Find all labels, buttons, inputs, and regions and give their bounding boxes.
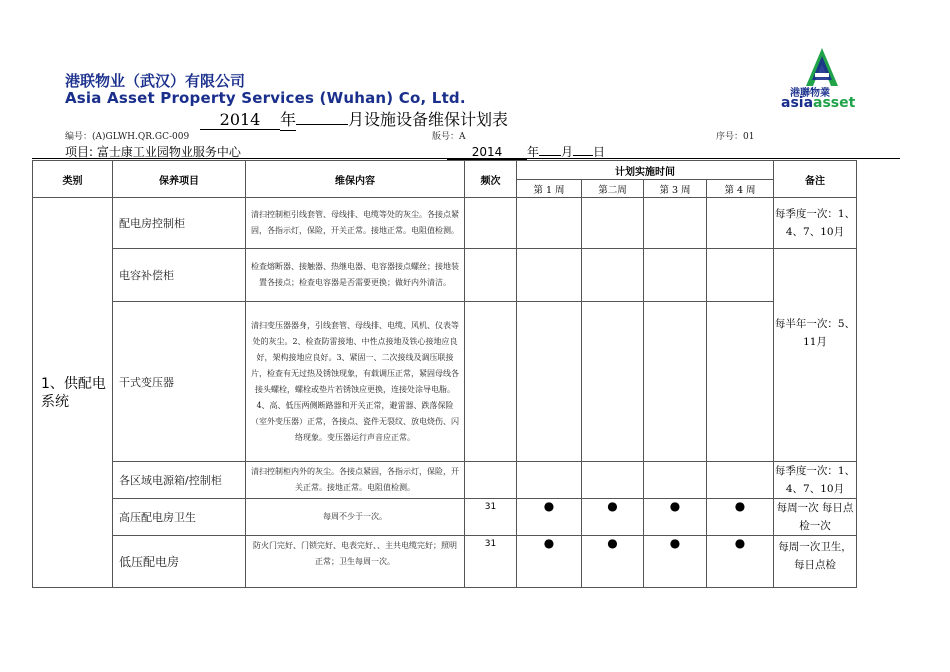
frequency-cell: 31	[465, 536, 517, 588]
logo-text-cn: 港聯物業	[790, 88, 830, 99]
week-3-cell	[644, 249, 707, 302]
week-4-cell	[707, 462, 774, 499]
table-row	[33, 499, 857, 536]
week-1-cell	[517, 462, 582, 499]
content-cell: 检查熔断器、接触器、热继电器、电容器接点螺丝；接地装置各接点；检查电容器是否需要更换；做好内外清洁。	[246, 249, 465, 302]
frequency-cell	[465, 302, 517, 462]
project-name: 富士康工业园物业服务中心	[97, 143, 329, 161]
date-year-suffix: 年	[527, 145, 540, 159]
frequency-cell: 31	[465, 499, 517, 536]
week-2-cell: ●	[582, 536, 644, 588]
week-1-cell	[517, 198, 582, 249]
week-3-cell: ●	[644, 499, 707, 536]
header-week-4: 第 4 周	[707, 180, 774, 198]
remarks-cell: 每周一次 每日点检一次	[774, 499, 857, 536]
title-rest: 月设施设备维保计划表	[348, 110, 509, 129]
header-item: 保养项目	[113, 161, 246, 198]
project-label: 项目:	[65, 145, 94, 159]
week-4-cell: ●	[707, 536, 774, 588]
content-cell: 清扫控制柜引线套管、母线排、电缆等处的灰尘。各接点紧固，各指示灯，保险，开关正常。接地正常。电阻值检测。	[246, 198, 465, 249]
week-2-cell: ●	[582, 499, 644, 536]
content-cell: 清扫变压器器身，引线套管、母线排、电缆、风机、仪表等处的灰尘。2、检查防雷接地、中性点接地及铁心接地应良好，架构接地应良好。3、紧固一、二次接线及调压联接片，检查有无过热及锈蚀现象，有载调压正常，紧固母线各接头螺栓，螺栓或垫片若锈蚀应更换，连接处涂导电脂。4、高、低压两侧断路器和开关正常，避雷器、跌落保险（室外变压器）正常，各接点、瓷件无裂纹、放电烧伤、闪络现象。变压器运行声音应正常。	[246, 302, 465, 462]
table-row	[33, 249, 857, 302]
date-year: 2014	[447, 145, 527, 160]
item-cell: 各区域电源箱/控制柜	[113, 462, 246, 499]
header-week-2: 第二周	[582, 180, 644, 198]
doc-serial: 序号：01	[716, 132, 755, 142]
logo-text-en	[781, 95, 855, 111]
remarks-cell: 每季度一次：1、4、7、10月	[774, 198, 857, 249]
header-week-3: 第 3 周	[644, 180, 707, 198]
remarks-cell: 每季度一次：1、4、7、10月	[774, 462, 857, 499]
header-schedule: 计划实施时间	[517, 161, 774, 180]
document-title	[200, 107, 508, 131]
header-row	[33, 161, 857, 180]
category-cell: 1、供配电系统	[33, 198, 113, 588]
week-3-cell	[644, 198, 707, 249]
doc-version: 版号：A	[432, 132, 466, 142]
week-1-cell: ●	[517, 499, 582, 536]
doc-code: 编号：(A)GLWH.QR.GC-009	[65, 132, 190, 142]
table-row	[33, 198, 857, 249]
remarks-cell: 每半年一次：5、11月	[774, 249, 857, 462]
item-cell: 干式变压器	[113, 302, 246, 462]
title-month	[296, 124, 348, 125]
content-cell: 每周不少于一次。	[246, 499, 465, 536]
header-frequency: 频次	[465, 161, 517, 198]
company-name-cn: 港联物业（武汉）有限公司	[65, 72, 246, 90]
week-1-cell: ●	[517, 536, 582, 588]
item-cell: 低压配电房	[113, 536, 246, 588]
week-3-cell: ●	[644, 536, 707, 588]
remarks-cell: 每周一次卫生，每日点检	[774, 536, 857, 588]
item-cell: 高压配电房卫生	[113, 499, 246, 536]
week-3-cell	[644, 302, 707, 462]
week-4-cell: ●	[707, 499, 774, 536]
item-cell: 配电房控制柜	[113, 198, 246, 249]
content-cell: 防火门完好、门锁完好、电表完好、、主共电缆完好；照明正常；卫生每周一次。	[246, 536, 465, 588]
header-remarks: 备注	[774, 161, 857, 198]
week-4-cell	[707, 302, 774, 462]
frequency-cell	[465, 462, 517, 499]
header-content: 维保内容	[246, 161, 465, 198]
title-year-suffix: 年	[280, 107, 296, 131]
week-1-cell	[517, 249, 582, 302]
week-2-cell	[582, 462, 644, 499]
date-month-suffix: 月	[561, 145, 574, 159]
table-row	[33, 536, 857, 588]
week-2-cell	[582, 249, 644, 302]
title-year: 2014	[200, 110, 280, 130]
week-4-cell	[707, 249, 774, 302]
week-4-cell	[707, 198, 774, 249]
content-cell: 清扫控制柜内外的灰尘。各接点紧固，各指示灯，保险，开关正常。接地正常。电阻值检测。	[246, 462, 465, 499]
header-divider	[32, 158, 900, 159]
header-category: 类别	[33, 161, 113, 198]
company-name-en: Asia Asset Property Services (Wuhan) Co, Ltd.	[65, 89, 466, 107]
week-3-cell	[644, 462, 707, 499]
frequency-cell	[465, 249, 517, 302]
week-1-cell	[517, 302, 582, 462]
header-week-1: 第 1 周	[517, 180, 582, 198]
week-2-cell	[582, 302, 644, 462]
date-day-suffix: 日	[593, 145, 606, 159]
week-2-cell	[582, 198, 644, 249]
frequency-cell	[465, 198, 517, 249]
maintenance-plan-table	[32, 160, 857, 588]
table-row	[33, 302, 857, 462]
table-row	[33, 462, 857, 499]
item-cell: 电容补偿柜	[113, 249, 246, 302]
logo-text-asia: asia	[781, 95, 814, 111]
logo-text-asset: asset	[813, 95, 856, 111]
